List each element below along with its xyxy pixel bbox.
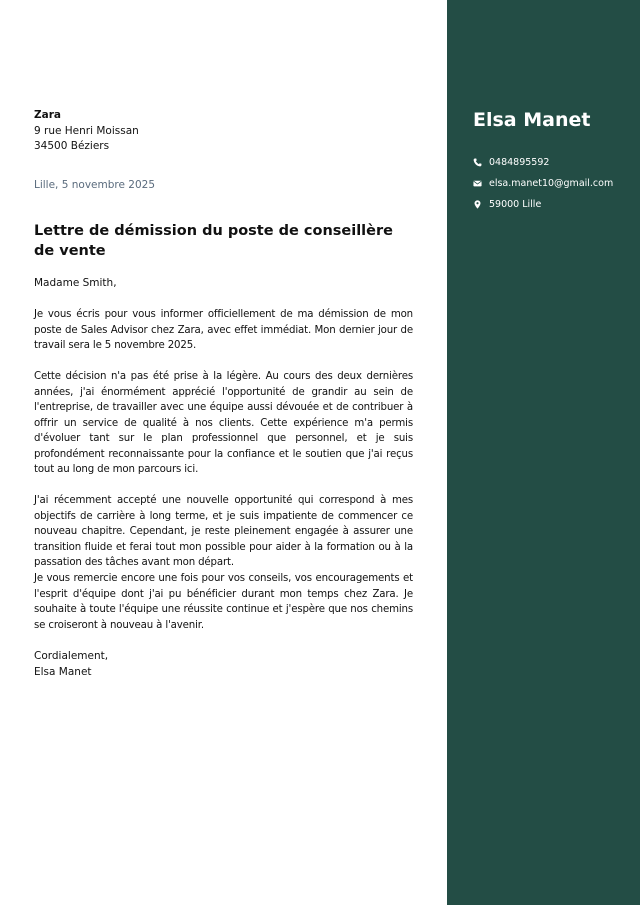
salutation: Madame Smith, xyxy=(34,277,117,289)
closing xyxy=(34,649,108,680)
contact-phone xyxy=(473,157,549,168)
paragraph-1: Je vous écris pour vous informer officiellement de ma démission de mon poste de Sales Advisor chez Zara, avec effet immédiat. Mon dernier jour de travail sera le 5 novembre 2025. xyxy=(34,309,413,351)
letter-date: Lille, 5 novembre 2025 xyxy=(34,179,156,191)
signature: Elsa Manet xyxy=(34,665,92,678)
paragraph-4: Je vous remercie encore une fois pour vos conseils, vos encouragements et l'esprit d'équipe dont j'ai pu bénéficier durant mon temps chez Zara. Je souhaite à toute l'équipe une réussite continue et j'espère que nos chemins se croiseront à nouveau à l'avenir. xyxy=(34,573,413,631)
email-address: elsa.manet10@gmail.com xyxy=(489,178,614,189)
phone-number: 0484895592 xyxy=(489,157,550,168)
paragraph-2: Cette décision n'a pas été prise à la légère. Au cours des deux dernières années, j'ai énormément apprécié l'opportunité de grandir au sein de l'entreprise, de travailler avec une équipe aussi dévouée et de contribuer à offrir un service de qualité à nos clients. Cette expérience m'a permis d'évoluer tant sur le plan professionnel que personnel, et je suis profondément reconnaissante pour la confiance et le soutien que j'ai reçus tout au long de mon parcours ici. xyxy=(34,371,413,475)
recipient-street: 9 rue Henri Moissan xyxy=(34,124,139,137)
location-pin-icon xyxy=(473,200,482,209)
contact-location xyxy=(473,199,541,210)
phone-icon xyxy=(473,158,482,167)
paragraph-3: J'ai récemment accepté une nouvelle opportunité qui correspond à mes objectifs de carrière à long terme, et je suis impatiente de commencer ce nouveau chapitre. Cependant, je reste pleinement engagée à assurer une transition fluide et ferai tout mon possible pour aider à la formation ou à la passation des tâches avant mon départ. xyxy=(34,495,413,568)
recipient-company: Zara xyxy=(34,109,61,121)
contact-email xyxy=(473,178,613,189)
recipient-city: 34500 Béziers xyxy=(34,140,110,152)
recipient-address xyxy=(34,108,139,155)
valediction: Cordialement, xyxy=(34,650,109,662)
letter-subject: Lettre de démission du poste de conseillère de vente xyxy=(34,223,393,259)
location-text: 59000 Lille xyxy=(489,199,542,210)
sidebar xyxy=(447,0,640,905)
envelope-icon xyxy=(473,179,482,188)
sender-name: Elsa Manet xyxy=(473,109,591,131)
